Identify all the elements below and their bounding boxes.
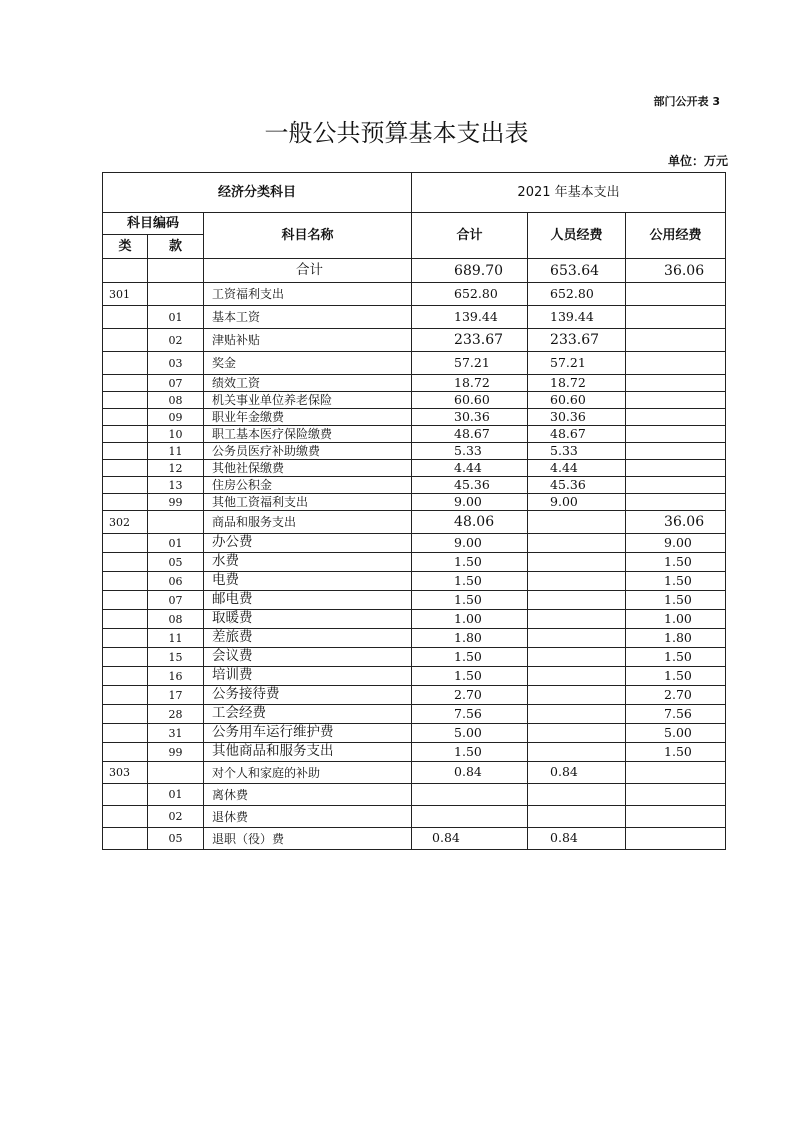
subject-name-cell: 差旅费 [204, 629, 412, 648]
public-cell [626, 784, 726, 806]
item-code-cell: 11 [148, 443, 204, 460]
table-row [103, 610, 726, 629]
personnel-cell [528, 591, 626, 610]
item-code-cell [148, 259, 204, 283]
public-cell: 36.06 [626, 511, 726, 534]
public-cell: 1.50 [626, 743, 726, 762]
subject-name-cell: 离休费 [204, 784, 412, 806]
item-code-cell: 01 [148, 784, 204, 806]
total-cell: 5.33 [412, 443, 528, 460]
class-code-cell: 303 [103, 762, 148, 784]
personnel-cell: 18.72 [528, 375, 626, 392]
subject-code-header: 科目编码 [103, 213, 204, 235]
total-cell: 9.00 [412, 494, 528, 511]
table-row [103, 494, 726, 511]
public-cell: 1.00 [626, 610, 726, 629]
table-row [103, 534, 726, 553]
item-code-cell: 15 [148, 648, 204, 667]
public-cell: 36.06 [626, 259, 726, 283]
table-row [103, 352, 726, 375]
class-code-cell [103, 375, 148, 392]
class-code-cell [103, 409, 148, 426]
item-code-cell: 07 [148, 375, 204, 392]
public-cell [626, 426, 726, 443]
item-code-cell: 06 [148, 572, 204, 591]
class-header: 类 [103, 235, 148, 259]
total-cell: 1.80 [412, 629, 528, 648]
subject-name-cell: 对个人和家庭的补助 [204, 762, 412, 784]
class-code-cell [103, 629, 148, 648]
table-row [103, 392, 726, 409]
personnel-cell: 60.60 [528, 392, 626, 409]
class-code-cell [103, 553, 148, 572]
public-cell [626, 494, 726, 511]
total-cell: 233.67 [412, 329, 528, 352]
subject-name-cell: 其他工资福利支出 [204, 494, 412, 511]
subject-name-cell: 合计 [204, 259, 412, 283]
total-cell: 0.84 [412, 762, 528, 784]
public-cell [626, 409, 726, 426]
personnel-cell [528, 743, 626, 762]
public-cell: 1.50 [626, 553, 726, 572]
total-cell: 60.60 [412, 392, 528, 409]
total-cell: 7.56 [412, 705, 528, 724]
table-row [103, 591, 726, 610]
class-code-cell [103, 686, 148, 705]
class-code-cell [103, 494, 148, 511]
table-row [103, 553, 726, 572]
item-code-cell: 07 [148, 591, 204, 610]
table-row [103, 828, 726, 850]
public-cell [626, 306, 726, 329]
public-cell: 1.50 [626, 648, 726, 667]
public-cell [626, 375, 726, 392]
public-cell [626, 352, 726, 375]
total-cell: 139.44 [412, 306, 528, 329]
item-code-cell: 12 [148, 460, 204, 477]
item-code-cell: 10 [148, 426, 204, 443]
item-code-cell: 08 [148, 392, 204, 409]
personnel-cell [528, 667, 626, 686]
class-code-cell [103, 352, 148, 375]
personnel-cell [528, 610, 626, 629]
total-cell: 1.50 [412, 572, 528, 591]
subject-name-cell: 取暖费 [204, 610, 412, 629]
total-cell: 2.70 [412, 686, 528, 705]
class-code-cell [103, 806, 148, 828]
total-cell: 1.50 [412, 591, 528, 610]
class-code-cell [103, 392, 148, 409]
total-cell: 30.36 [412, 409, 528, 426]
table-row [103, 426, 726, 443]
item-code-cell: 05 [148, 553, 204, 572]
total-cell: 652.80 [412, 283, 528, 306]
total-cell: 0.84 [412, 828, 528, 850]
subject-name-cell: 绩效工资 [204, 375, 412, 392]
personnel-cell: 45.36 [528, 477, 626, 494]
class-code-cell [103, 426, 148, 443]
public-cell [626, 477, 726, 494]
public-cell [626, 828, 726, 850]
public-cell [626, 460, 726, 477]
table-row [103, 705, 726, 724]
table-row [103, 784, 726, 806]
total-column-header: 合计 [412, 213, 528, 259]
personnel-cell [528, 572, 626, 591]
personnel-cell [528, 806, 626, 828]
table-row [103, 648, 726, 667]
class-code-cell [103, 610, 148, 629]
personnel-cell [528, 648, 626, 667]
public-cell: 1.50 [626, 572, 726, 591]
total-cell: 57.21 [412, 352, 528, 375]
public-cell: 7.56 [626, 705, 726, 724]
table-row [103, 329, 726, 352]
total-cell: 1.50 [412, 667, 528, 686]
subject-name-cell: 职工基本医疗保险缴费 [204, 426, 412, 443]
total-cell: 1.50 [412, 648, 528, 667]
personnel-cell [528, 705, 626, 724]
item-code-cell [148, 511, 204, 534]
page-title: 一般公共预算基本支出表 [264, 119, 529, 147]
item-code-cell: 13 [148, 477, 204, 494]
class-code-cell [103, 667, 148, 686]
table-row [103, 283, 726, 306]
total-cell [412, 806, 528, 828]
table-row [103, 443, 726, 460]
personnel-cell: 652.80 [528, 283, 626, 306]
class-code-cell [103, 828, 148, 850]
table-row [103, 806, 726, 828]
subject-name-cell: 公务员医疗补助缴费 [204, 443, 412, 460]
class-code-cell [103, 460, 148, 477]
item-code-cell [148, 762, 204, 784]
class-code-cell [103, 572, 148, 591]
table-row [103, 667, 726, 686]
class-code-cell [103, 705, 148, 724]
table-row [103, 306, 726, 329]
class-code-cell [103, 259, 148, 283]
unit-label: 单位：万元 [667, 154, 728, 168]
class-code-cell [103, 743, 148, 762]
subject-name-cell: 水费 [204, 553, 412, 572]
subject-name-cell: 会议费 [204, 648, 412, 667]
item-code-cell: 11 [148, 629, 204, 648]
subject-name-cell: 培训费 [204, 667, 412, 686]
personnel-cell [528, 686, 626, 705]
total-cell: 4.44 [412, 460, 528, 477]
table-row [103, 259, 726, 283]
table-row [103, 762, 726, 784]
table-row [103, 686, 726, 705]
public-cell [626, 392, 726, 409]
subject-name-cell: 住房公积金 [204, 477, 412, 494]
public-cell: 1.80 [626, 629, 726, 648]
subject-name-cell: 其他商品和服务支出 [204, 743, 412, 762]
subject-name-header: 科目名称 [204, 213, 412, 259]
document-code: 部门公开表 3 [653, 95, 720, 108]
public-cell: 1.50 [626, 667, 726, 686]
personnel-cell: 5.33 [528, 443, 626, 460]
personnel-cell: 4.44 [528, 460, 626, 477]
table-row [103, 629, 726, 648]
item-code-cell: 99 [148, 494, 204, 511]
personnel-cell [528, 511, 626, 534]
item-code-cell: 01 [148, 306, 204, 329]
item-code-cell: 17 [148, 686, 204, 705]
personnel-cell: 0.84 [528, 762, 626, 784]
item-code-cell: 28 [148, 705, 204, 724]
table-row [103, 724, 726, 743]
table-row [103, 743, 726, 762]
budget-table [102, 172, 726, 850]
total-cell: 9.00 [412, 534, 528, 553]
item-header: 款 [148, 235, 204, 259]
total-cell: 5.00 [412, 724, 528, 743]
public-cell: 1.50 [626, 591, 726, 610]
total-cell: 48.06 [412, 511, 528, 534]
personnel-cell [528, 724, 626, 743]
table-row [103, 572, 726, 591]
subject-name-cell: 津贴补贴 [204, 329, 412, 352]
total-cell: 1.50 [412, 743, 528, 762]
personnel-cell: 0.84 [528, 828, 626, 850]
public-cell [626, 806, 726, 828]
subject-name-cell: 机关事业单位养老保险 [204, 392, 412, 409]
table-row [103, 511, 726, 534]
personnel-cell [528, 784, 626, 806]
subject-name-cell: 职业年金缴费 [204, 409, 412, 426]
item-code-cell [148, 283, 204, 306]
public-cell [626, 283, 726, 306]
personnel-cell: 233.67 [528, 329, 626, 352]
total-cell: 45.36 [412, 477, 528, 494]
item-code-cell: 02 [148, 329, 204, 352]
class-code-cell [103, 477, 148, 494]
subject-name-cell: 公务接待费 [204, 686, 412, 705]
subject-name-cell: 奖金 [204, 352, 412, 375]
table-row [103, 477, 726, 494]
public-cell [626, 329, 726, 352]
personnel-cell: 57.21 [528, 352, 626, 375]
subject-name-cell: 工资福利支出 [204, 283, 412, 306]
personnel-cell [528, 534, 626, 553]
personnel-cell [528, 553, 626, 572]
total-cell [412, 784, 528, 806]
item-code-cell: 16 [148, 667, 204, 686]
econ-category-header: 经济分类科目 [103, 173, 412, 213]
public-cell: 9.00 [626, 534, 726, 553]
subject-name-cell: 邮电费 [204, 591, 412, 610]
personnel-cell: 48.67 [528, 426, 626, 443]
subject-name-cell: 其他社保缴费 [204, 460, 412, 477]
year-expenditure-header: 2021 年基本支出 [412, 173, 726, 213]
subject-name-cell: 电费 [204, 572, 412, 591]
public-column-header: 公用经费 [626, 213, 726, 259]
item-code-cell: 02 [148, 806, 204, 828]
subject-name-cell: 工会经费 [204, 705, 412, 724]
table-row [103, 375, 726, 392]
personnel-cell: 139.44 [528, 306, 626, 329]
class-code-cell [103, 443, 148, 460]
personnel-cell: 653.64 [528, 259, 626, 283]
public-cell: 5.00 [626, 724, 726, 743]
subject-name-cell: 退休费 [204, 806, 412, 828]
subject-name-cell: 基本工资 [204, 306, 412, 329]
subject-name-cell: 退职（役）费 [204, 828, 412, 850]
class-code-cell [103, 648, 148, 667]
total-cell: 1.00 [412, 610, 528, 629]
class-code-cell [103, 329, 148, 352]
class-code-cell [103, 784, 148, 806]
public-cell [626, 443, 726, 460]
subject-name-cell: 办公费 [204, 534, 412, 553]
class-code-cell [103, 724, 148, 743]
item-code-cell: 03 [148, 352, 204, 375]
total-cell: 689.70 [412, 259, 528, 283]
item-code-cell: 05 [148, 828, 204, 850]
personnel-cell: 9.00 [528, 494, 626, 511]
total-cell: 1.50 [412, 553, 528, 572]
subject-name-cell: 商品和服务支出 [204, 511, 412, 534]
total-cell: 18.72 [412, 375, 528, 392]
table-row [103, 460, 726, 477]
total-cell: 48.67 [412, 426, 528, 443]
public-cell: 2.70 [626, 686, 726, 705]
class-code-cell: 301 [103, 283, 148, 306]
table-row [103, 409, 726, 426]
class-code-cell [103, 591, 148, 610]
public-cell [626, 762, 726, 784]
item-code-cell: 31 [148, 724, 204, 743]
item-code-cell: 01 [148, 534, 204, 553]
item-code-cell: 09 [148, 409, 204, 426]
personnel-cell [528, 629, 626, 648]
class-code-cell [103, 306, 148, 329]
subject-name-cell: 公务用车运行维护费 [204, 724, 412, 743]
personnel-cell: 30.36 [528, 409, 626, 426]
class-code-cell [103, 534, 148, 553]
personnel-column-header: 人员经费 [528, 213, 626, 259]
item-code-cell: 08 [148, 610, 204, 629]
class-code-cell: 302 [103, 511, 148, 534]
item-code-cell: 99 [148, 743, 204, 762]
